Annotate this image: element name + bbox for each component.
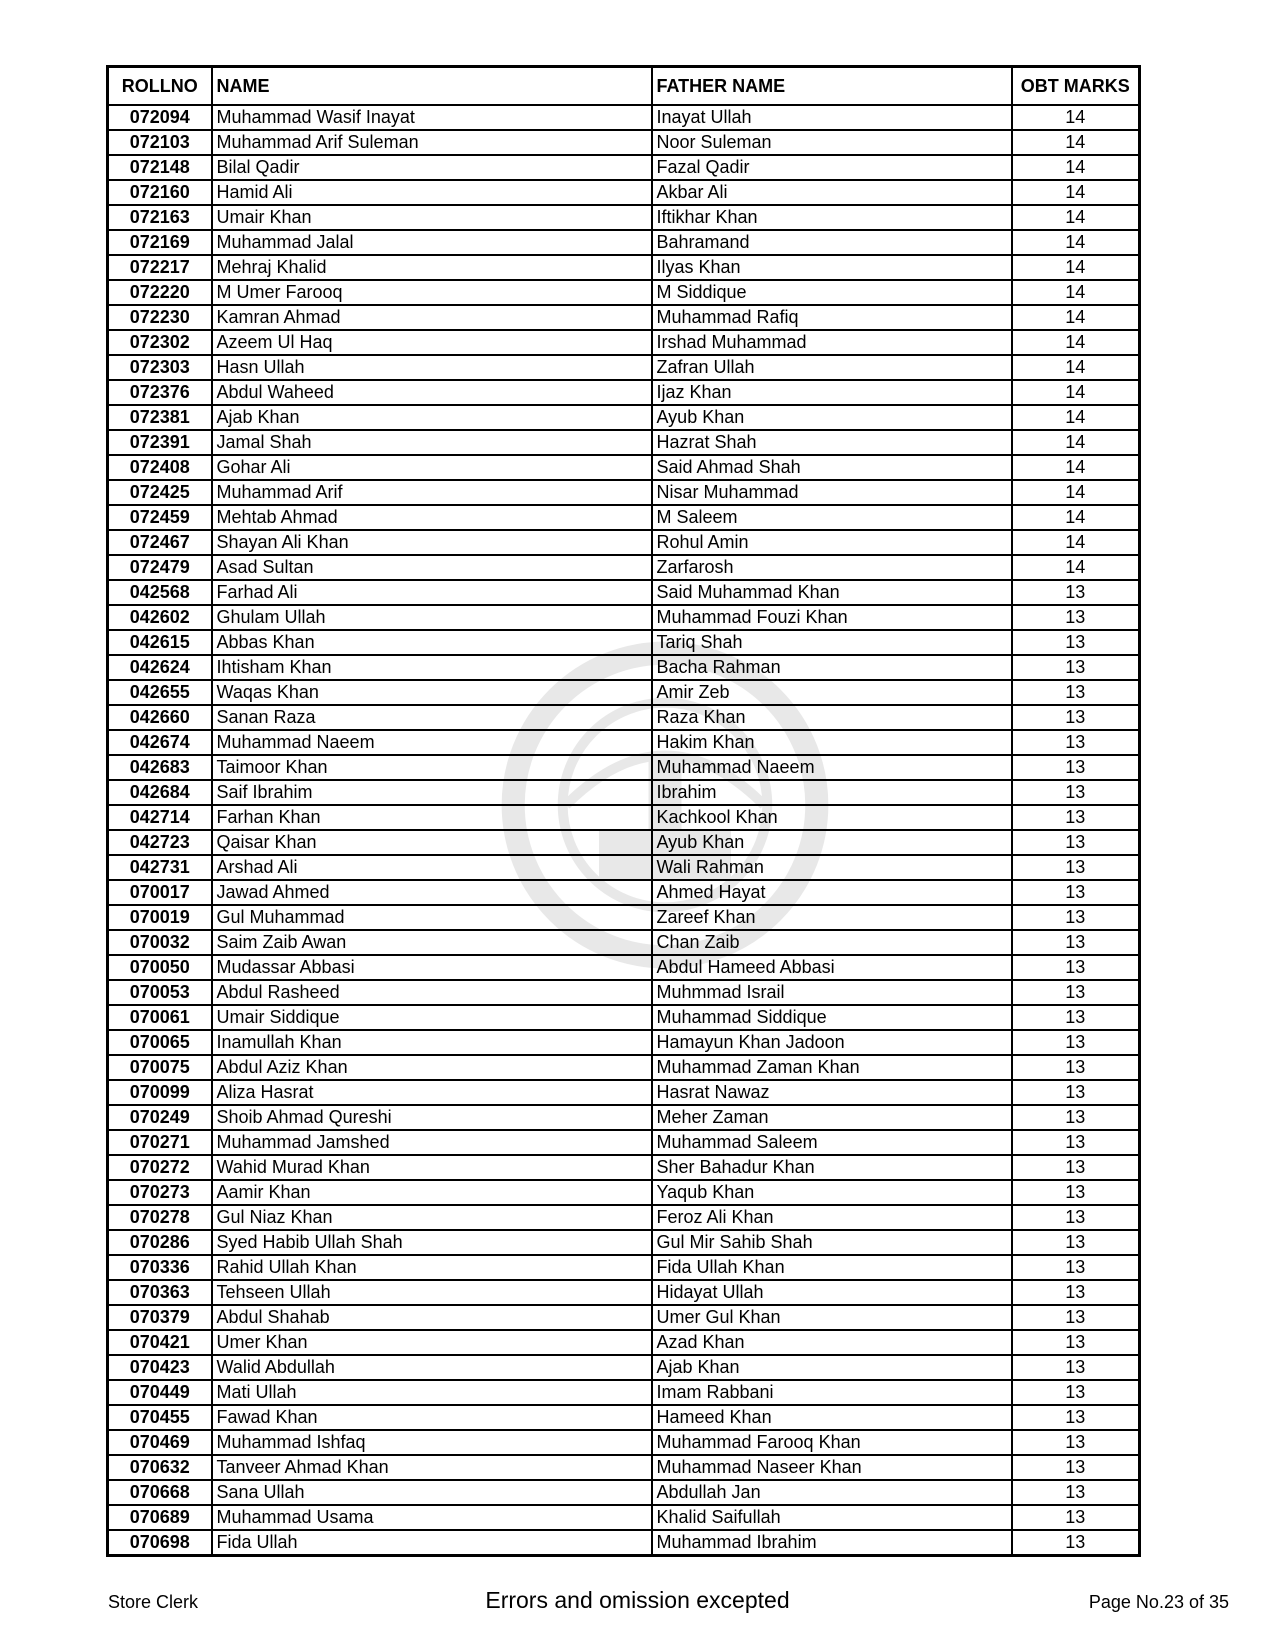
table-row [108, 1330, 1140, 1355]
roll-number-cell: 042568 [108, 580, 212, 605]
table-row [108, 1430, 1140, 1455]
marks-cell: 13 [1012, 1055, 1140, 1080]
marks-cell: 14 [1012, 255, 1140, 280]
table-row [108, 1105, 1140, 1130]
marks-cell: 14 [1012, 480, 1140, 505]
father-name-cell: Sher Bahadur Khan [652, 1155, 1012, 1180]
table-row [108, 430, 1140, 455]
marks-cell: 14 [1012, 130, 1140, 155]
father-name-cell: Hakim Khan [652, 730, 1012, 755]
father-name-cell: Muhammad Ibrahim [652, 1530, 1012, 1556]
name-cell: Asad Sultan [212, 555, 652, 580]
father-name-cell: Fazal Qadir [652, 155, 1012, 180]
table-row [108, 1380, 1140, 1405]
roll-number-cell: 042615 [108, 630, 212, 655]
marks-cell: 13 [1012, 830, 1140, 855]
marks-cell: 13 [1012, 1505, 1140, 1530]
table-row [108, 930, 1140, 955]
footer-store-clerk: Store Clerk [108, 1592, 199, 1612]
father-name-cell: Zareef Khan [652, 905, 1012, 930]
table-row [108, 1455, 1140, 1480]
table-row [108, 730, 1140, 755]
marks-cell: 13 [1012, 1255, 1140, 1280]
table-row [108, 1480, 1140, 1505]
table-row [108, 805, 1140, 830]
table-row [108, 1155, 1140, 1180]
father-name-cell: Yaqub Khan [652, 1180, 1012, 1205]
table-row [108, 180, 1140, 205]
roll-number-cell: 072479 [108, 555, 212, 580]
name-cell: Farhad Ali [212, 580, 652, 605]
roll-number-cell: 072163 [108, 205, 212, 230]
table-row [108, 155, 1140, 180]
roll-number-cell: 070632 [108, 1455, 212, 1480]
roll-number-cell: 070249 [108, 1105, 212, 1130]
name-cell: Gohar Ali [212, 455, 652, 480]
roll-number-cell: 072459 [108, 505, 212, 530]
roll-number-cell: 070065 [108, 1030, 212, 1055]
name-cell: Shayan Ali Khan [212, 530, 652, 555]
results-table [106, 65, 1141, 1557]
roll-number-cell: 070698 [108, 1530, 212, 1556]
name-cell: Jawad Ahmed [212, 880, 652, 905]
marks-cell: 14 [1012, 405, 1140, 430]
marks-cell: 14 [1012, 455, 1140, 480]
marks-cell: 13 [1012, 755, 1140, 780]
table-row [108, 480, 1140, 505]
roll-number-cell: 070050 [108, 955, 212, 980]
father-name-cell: Irshad Muhammad [652, 330, 1012, 355]
roll-number-cell: 070421 [108, 1330, 212, 1355]
marks-cell: 14 [1012, 155, 1140, 180]
table-row [108, 1005, 1140, 1030]
roll-number-cell: 072467 [108, 530, 212, 555]
marks-cell: 13 [1012, 1155, 1140, 1180]
father-name-cell: Zafran Ullah [652, 355, 1012, 380]
table-row [108, 505, 1140, 530]
table-row [108, 530, 1140, 555]
roll-number-cell: 070363 [108, 1280, 212, 1305]
marks-cell: 13 [1012, 1030, 1140, 1055]
table-row [108, 605, 1140, 630]
father-name-cell: Khalid Saifullah [652, 1505, 1012, 1530]
marks-cell: 13 [1012, 655, 1140, 680]
roll-number-cell: 072148 [108, 155, 212, 180]
name-cell: Syed Habib Ullah Shah [212, 1230, 652, 1255]
father-name-cell: Ijaz Khan [652, 380, 1012, 405]
name-cell: Abdul Shahab [212, 1305, 652, 1330]
marks-cell: 13 [1012, 1330, 1140, 1355]
marks-cell: 14 [1012, 380, 1140, 405]
father-name-cell: Hameed Khan [652, 1405, 1012, 1430]
marks-cell: 13 [1012, 1080, 1140, 1105]
table-row [108, 1355, 1140, 1380]
table-row [108, 330, 1140, 355]
name-cell: Muhammad Arif Suleman [212, 130, 652, 155]
roll-number-cell: 070423 [108, 1355, 212, 1380]
roll-number-cell: 042731 [108, 855, 212, 880]
roll-number-cell: 070689 [108, 1505, 212, 1530]
roll-number-cell: 072217 [108, 255, 212, 280]
table-row [108, 655, 1140, 680]
name-cell: Aliza Hasrat [212, 1080, 652, 1105]
father-name-cell: Rohul Amin [652, 530, 1012, 555]
father-name-cell: Abdul Hameed Abbasi [652, 955, 1012, 980]
marks-cell: 13 [1012, 1305, 1140, 1330]
marks-cell: 13 [1012, 980, 1140, 1005]
name-cell: Fida Ullah [212, 1530, 652, 1556]
marks-cell: 13 [1012, 605, 1140, 630]
marks-cell: 13 [1012, 955, 1140, 980]
marks-cell: 13 [1012, 780, 1140, 805]
father-name-cell: Noor Suleman [652, 130, 1012, 155]
roll-number-cell: 042655 [108, 680, 212, 705]
table-row [108, 205, 1140, 230]
name-cell: Muhammad Jamshed [212, 1130, 652, 1155]
name-cell: Fawad Khan [212, 1405, 652, 1430]
name-cell: Arshad Ali [212, 855, 652, 880]
father-name-cell: Abdullah Jan [652, 1480, 1012, 1505]
roll-number-cell: 042683 [108, 755, 212, 780]
table-row [108, 105, 1140, 130]
marks-cell: 14 [1012, 430, 1140, 455]
name-cell: Muhammad Naeem [212, 730, 652, 755]
marks-cell: 13 [1012, 1430, 1140, 1455]
roll-number-cell: 072169 [108, 230, 212, 255]
roll-number-cell: 070053 [108, 980, 212, 1005]
marks-cell: 13 [1012, 580, 1140, 605]
roll-number-cell: 070469 [108, 1430, 212, 1455]
roll-number-cell: 070449 [108, 1380, 212, 1405]
marks-cell: 13 [1012, 1205, 1140, 1230]
roll-number-cell: 070668 [108, 1480, 212, 1505]
father-name-cell: Hidayat Ullah [652, 1280, 1012, 1305]
father-name-cell: Inayat Ullah [652, 105, 1012, 130]
marks-cell: 13 [1012, 680, 1140, 705]
table-row [108, 880, 1140, 905]
father-name-cell: Meher Zaman [652, 1105, 1012, 1130]
marks-cell: 14 [1012, 180, 1140, 205]
marks-cell: 13 [1012, 1105, 1140, 1130]
father-name-cell: Fida Ullah Khan [652, 1255, 1012, 1280]
marks-cell: 13 [1012, 1455, 1140, 1480]
marks-cell: 13 [1012, 1530, 1140, 1556]
father-name-cell: Ayub Khan [652, 405, 1012, 430]
table-row [108, 905, 1140, 930]
father-name-cell: Muhammad Farooq Khan [652, 1430, 1012, 1455]
marks-cell: 13 [1012, 855, 1140, 880]
marks-cell: 13 [1012, 730, 1140, 755]
marks-cell: 13 [1012, 1355, 1140, 1380]
table-row [108, 355, 1140, 380]
roll-number-cell: 072391 [108, 430, 212, 455]
name-cell: Umair Khan [212, 205, 652, 230]
father-name-cell: Nisar Muhammad [652, 480, 1012, 505]
marks-cell: 13 [1012, 805, 1140, 830]
name-cell: Qaisar Khan [212, 830, 652, 855]
name-cell: Umair Siddique [212, 1005, 652, 1030]
name-cell: Mati Ullah [212, 1380, 652, 1405]
roll-number-cell: 072381 [108, 405, 212, 430]
name-cell: Mehtab Ahmad [212, 505, 652, 530]
name-cell: Hasn Ullah [212, 355, 652, 380]
father-name-cell: Umer Gul Khan [652, 1305, 1012, 1330]
father-name-cell: Ajab Khan [652, 1355, 1012, 1380]
marks-cell: 13 [1012, 905, 1140, 930]
name-cell: Taimoor Khan [212, 755, 652, 780]
footer-page-number: Page No.23 of 35 [1088, 1592, 1229, 1612]
name-cell: Ihtisham Khan [212, 655, 652, 680]
table-row [108, 455, 1140, 480]
table-row [108, 780, 1140, 805]
name-cell: Abdul Rasheed [212, 980, 652, 1005]
table-row [108, 755, 1140, 780]
name-cell: Kamran Ahmad [212, 305, 652, 330]
table-row [108, 1505, 1140, 1530]
table-row [108, 1405, 1140, 1430]
marks-cell: 13 [1012, 880, 1140, 905]
roll-number-cell: 072408 [108, 455, 212, 480]
name-cell: Umer Khan [212, 1330, 652, 1355]
roll-number-cell: 070286 [108, 1230, 212, 1255]
name-cell: Muhammad Usama [212, 1505, 652, 1530]
roll-number-cell: 072303 [108, 355, 212, 380]
name-cell: Abbas Khan [212, 630, 652, 655]
father-name-cell: Imam Rabbani [652, 1380, 1012, 1405]
roll-number-cell: 072160 [108, 180, 212, 205]
roll-number-cell: 070379 [108, 1305, 212, 1330]
table-row [108, 130, 1140, 155]
father-name-cell: Ibrahim [652, 780, 1012, 805]
father-name-cell: Zarfarosh [652, 555, 1012, 580]
marks-cell: 13 [1012, 1230, 1140, 1255]
table-row [108, 230, 1140, 255]
name-cell: Farhan Khan [212, 805, 652, 830]
father-name-cell: Muhammad Naeem [652, 755, 1012, 780]
table-row [108, 1280, 1140, 1305]
name-cell: Muhammad Jalal [212, 230, 652, 255]
roll-number-cell: 072103 [108, 130, 212, 155]
name-cell: Muhammad Ishfaq [212, 1430, 652, 1455]
father-name-cell: Hasrat Nawaz [652, 1080, 1012, 1105]
table-row [108, 830, 1140, 855]
marks-cell: 13 [1012, 705, 1140, 730]
table-row [108, 405, 1140, 430]
father-name-cell: Ahmed Hayat [652, 880, 1012, 905]
name-cell: Tehseen Ullah [212, 1280, 652, 1305]
father-name-cell: Bacha Rahman [652, 655, 1012, 680]
marks-cell: 13 [1012, 1280, 1140, 1305]
table-row [108, 580, 1140, 605]
roll-number-cell: 042624 [108, 655, 212, 680]
name-cell: Gul Niaz Khan [212, 1205, 652, 1230]
father-name-cell: Muhammad Siddique [652, 1005, 1012, 1030]
name-cell: Waqas Khan [212, 680, 652, 705]
roll-number-cell: 070019 [108, 905, 212, 930]
father-name-cell: Kachkool Khan [652, 805, 1012, 830]
father-name-cell: Muhammad Rafiq [652, 305, 1012, 330]
name-cell: Saif Ibrahim [212, 780, 652, 805]
roll-number-cell: 070336 [108, 1255, 212, 1280]
father-name-cell: Wali Rahman [652, 855, 1012, 880]
roll-number-cell: 042602 [108, 605, 212, 630]
roll-number-cell: 070017 [108, 880, 212, 905]
roll-number-cell: 070099 [108, 1080, 212, 1105]
father-name-cell: Muhammad Saleem [652, 1130, 1012, 1155]
table-row [108, 1255, 1140, 1280]
header-name: NAME [212, 67, 652, 106]
father-name-cell: Akbar Ali [652, 180, 1012, 205]
father-name-cell: Ilyas Khan [652, 255, 1012, 280]
name-cell: Mudassar Abbasi [212, 955, 652, 980]
roll-number-cell: 042714 [108, 805, 212, 830]
father-name-cell: Muhammad Zaman Khan [652, 1055, 1012, 1080]
roll-number-cell: 070032 [108, 930, 212, 955]
marks-cell: 13 [1012, 630, 1140, 655]
marks-cell: 13 [1012, 1480, 1140, 1505]
name-cell: Inamullah Khan [212, 1030, 652, 1055]
father-name-cell: Said Ahmad Shah [652, 455, 1012, 480]
father-name-cell: Azad Khan [652, 1330, 1012, 1355]
table-row [108, 255, 1140, 280]
roll-number-cell: 072425 [108, 480, 212, 505]
name-cell: M Umer Farooq [212, 280, 652, 305]
marks-cell: 14 [1012, 305, 1140, 330]
marks-cell: 14 [1012, 280, 1140, 305]
name-cell: Muhammad Wasif Inayat [212, 105, 652, 130]
name-cell: Walid Abdullah [212, 1355, 652, 1380]
father-name-cell: Tariq Shah [652, 630, 1012, 655]
father-name-cell: Muhmmad Israil [652, 980, 1012, 1005]
marks-cell: 14 [1012, 530, 1140, 555]
name-cell: Ghulam Ullah [212, 605, 652, 630]
name-cell: Sana Ullah [212, 1480, 652, 1505]
father-name-cell: Muhammad Naseer Khan [652, 1455, 1012, 1480]
name-cell: Mehraj Khalid [212, 255, 652, 280]
table-row [108, 1080, 1140, 1105]
table-header-row [108, 67, 1140, 106]
table-row [108, 305, 1140, 330]
name-cell: Sanan Raza [212, 705, 652, 730]
roll-number-cell: 072220 [108, 280, 212, 305]
name-cell: Azeem Ul Haq [212, 330, 652, 355]
marks-cell: 14 [1012, 355, 1140, 380]
father-name-cell: Feroz Ali Khan [652, 1205, 1012, 1230]
father-name-cell: Gul Mir Sahib Shah [652, 1230, 1012, 1255]
marks-cell: 14 [1012, 205, 1140, 230]
roll-number-cell: 072302 [108, 330, 212, 355]
name-cell: Abdul Waheed [212, 380, 652, 405]
name-cell: Aamir Khan [212, 1180, 652, 1205]
name-cell: Shoib Ahmad Qureshi [212, 1105, 652, 1130]
table-row [108, 1230, 1140, 1255]
footer-disclaimer: Errors and omission excepted [485, 1587, 790, 1613]
roll-number-cell: 042660 [108, 705, 212, 730]
name-cell: Hamid Ali [212, 180, 652, 205]
father-name-cell: Bahramand [652, 230, 1012, 255]
header-father-name: FATHER NAME [652, 67, 1012, 106]
roll-number-cell: 042674 [108, 730, 212, 755]
marks-cell: 14 [1012, 505, 1140, 530]
table-row [108, 380, 1140, 405]
name-cell: Abdul Aziz Khan [212, 1055, 652, 1080]
father-name-cell: Iftikhar Khan [652, 205, 1012, 230]
table-row [108, 1130, 1140, 1155]
father-name-cell: M Saleem [652, 505, 1012, 530]
father-name-cell: Hazrat Shah [652, 430, 1012, 455]
table-row [108, 680, 1140, 705]
marks-cell: 14 [1012, 230, 1140, 255]
father-name-cell: M Siddique [652, 280, 1012, 305]
name-cell: Tanveer Ahmad Khan [212, 1455, 652, 1480]
marks-cell: 13 [1012, 1380, 1140, 1405]
marks-cell: 14 [1012, 105, 1140, 130]
roll-number-cell: 072230 [108, 305, 212, 330]
table-row [108, 1305, 1140, 1330]
name-cell: Muhammad Arif [212, 480, 652, 505]
roll-number-cell: 072094 [108, 105, 212, 130]
name-cell: Jamal Shah [212, 430, 652, 455]
roll-number-cell: 070278 [108, 1205, 212, 1230]
roll-number-cell: 070075 [108, 1055, 212, 1080]
marks-cell: 13 [1012, 1130, 1140, 1155]
father-name-cell: Said Muhammad Khan [652, 580, 1012, 605]
roll-number-cell: 072376 [108, 380, 212, 405]
name-cell: Wahid Murad Khan [212, 1155, 652, 1180]
table-row [108, 1180, 1140, 1205]
table-row [108, 280, 1140, 305]
name-cell: Bilal Qadir [212, 155, 652, 180]
marks-cell: 13 [1012, 1180, 1140, 1205]
table-row [108, 705, 1140, 730]
marks-cell: 13 [1012, 1005, 1140, 1030]
table-row [108, 555, 1140, 580]
father-name-cell: Hamayun Khan Jadoon [652, 1030, 1012, 1055]
table-row [108, 1030, 1140, 1055]
roll-number-cell: 070061 [108, 1005, 212, 1030]
marks-cell: 13 [1012, 930, 1140, 955]
table-row [108, 1055, 1140, 1080]
roll-number-cell: 042684 [108, 780, 212, 805]
father-name-cell: Chan Zaib [652, 930, 1012, 955]
header-obt-marks: OBT MARKS [1012, 67, 1140, 106]
father-name-cell: Ayub Khan [652, 830, 1012, 855]
table-row [108, 630, 1140, 655]
table-row [108, 855, 1140, 880]
header-rollno: ROLLNO [108, 67, 212, 106]
marks-cell: 14 [1012, 330, 1140, 355]
roll-number-cell: 070271 [108, 1130, 212, 1155]
table-row [108, 955, 1140, 980]
roll-number-cell: 042723 [108, 830, 212, 855]
marks-cell: 13 [1012, 1405, 1140, 1430]
name-cell: Saim Zaib Awan [212, 930, 652, 955]
marks-cell: 14 [1012, 555, 1140, 580]
roll-number-cell: 070273 [108, 1180, 212, 1205]
father-name-cell: Raza Khan [652, 705, 1012, 730]
table-row [108, 1205, 1140, 1230]
father-name-cell: Amir Zeb [652, 680, 1012, 705]
roll-number-cell: 070272 [108, 1155, 212, 1180]
table-row [108, 980, 1140, 1005]
table-row [108, 1530, 1140, 1556]
name-cell: Rahid Ullah Khan [212, 1255, 652, 1280]
roll-number-cell: 070455 [108, 1405, 212, 1430]
name-cell: Gul Muhammad [212, 905, 652, 930]
father-name-cell: Muhammad Fouzi Khan [652, 605, 1012, 630]
name-cell: Ajab Khan [212, 405, 652, 430]
